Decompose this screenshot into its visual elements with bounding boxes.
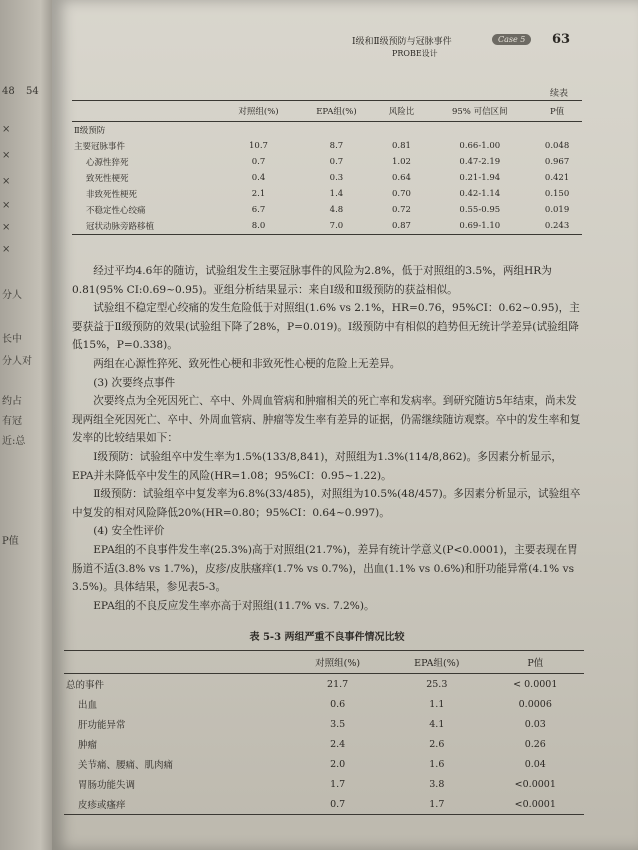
left-fragment: 长中 <box>2 334 22 345</box>
table-cell: 25.3 <box>426 678 448 690</box>
table-cell: 2.1 <box>251 189 266 199</box>
table-cell: 1.02 <box>392 157 411 167</box>
left-page-edge <box>0 0 58 850</box>
table-cell: 0.0006 <box>518 698 552 710</box>
column-header: P值 <box>532 101 582 122</box>
table-cell: 0.87 <box>376 218 428 235</box>
column-header: 95% 可信区间 <box>427 101 532 122</box>
left-fragment: 近:总 <box>2 436 26 447</box>
table-row <box>72 138 582 154</box>
table-row <box>64 674 584 695</box>
table-cell: 0.150 <box>544 189 570 199</box>
table-cell: 0.70 <box>392 189 411 199</box>
table-cell: 0.7 <box>251 157 266 167</box>
column-header: 风险比 <box>376 101 428 122</box>
paragraph: 经过平均4.6年的随访，试验组发生主要冠脉事件的风险为2.8%，低于对照组的3.5%，两组HR为0.81(95% CI:0.69~0.95)。亚组分析结果显示：来自Ⅰ级和Ⅱ级预防的获益相似。 <box>72 265 552 296</box>
running-title: Ⅰ级和Ⅱ级预防与冠脉事件 <box>352 37 452 47</box>
table-cell <box>532 122 582 139</box>
table-cell <box>297 122 375 139</box>
table-cell: 2.0 <box>330 758 346 770</box>
table-cell: 0.421 <box>544 173 570 183</box>
table-cell: 2.6 <box>429 738 445 750</box>
paragraph: 两组在心源性猝死、致死性心梗和非致死性心梗的危险上无差异。 <box>93 357 401 370</box>
table-cell: <0.0001 <box>487 794 584 815</box>
table-cell: 0.64 <box>392 173 411 183</box>
book-page <box>52 0 638 850</box>
paragraph: EPA组的不良反应发生率亦高于对照组(11.7% vs. 7.2%)。 <box>93 599 375 612</box>
table-cell: 2.4 <box>330 738 346 750</box>
table-header-row <box>72 101 582 122</box>
table-cell <box>220 122 298 139</box>
paragraph: Ⅱ级预防：试验组卒中复发率为6.8%(33/485)，对照组为10.5%(48/457)。多因素分析显示，试验组卒中复发的相对风险降低20%(HR=0.80；95%CI：0.64~0.997)。 <box>72 488 581 519</box>
page-number: 63 <box>552 32 571 47</box>
table-header-row <box>64 651 584 674</box>
row-label: 肿瘤 <box>78 740 98 751</box>
table-cell: 0.243 <box>532 218 582 235</box>
table-cell <box>376 122 428 139</box>
table-cell: 0.019 <box>544 205 570 215</box>
case-badge: Case 5 <box>492 34 531 45</box>
running-header <box>352 32 582 62</box>
table-cell: 21.7 <box>327 678 349 690</box>
table-row <box>72 154 582 170</box>
table-cell: 0.7 <box>288 794 387 815</box>
table-cell: 0.048 <box>544 141 570 151</box>
table-cell: 1.1 <box>429 698 445 710</box>
table-cell: 0.81 <box>392 141 411 151</box>
row-label: 总的事件 <box>66 680 105 691</box>
table-5-2-continued <box>72 100 582 235</box>
paragraph: Ⅰ级预防：试验组卒中发生率为1.5%(133/8,841)，对照组为1.3%(114/8,862)。多因素分析显示，EPA并未降低卒中发生的风险(HR=1.08；95%CI：0.95~1.22)。 <box>72 450 562 482</box>
table-caption: 表 5-3 两组严重不良事件情况比较 <box>249 632 405 643</box>
table-cell: 0.26 <box>524 738 546 750</box>
table-cell: 1.4 <box>329 189 344 199</box>
left-fragment: P值 <box>2 536 19 547</box>
paragraph: 试验组不稳定型心绞痛的发生危险低于对照组(1.6% vs 2.1%，HR=0.76，95%CI：0.62~0.95)，主要获益于Ⅱ级预防的效果(试验组下降了28%，P=0.019)。Ⅰ级预防中有相似的趋势但无统计学差异(试验组降低15%，P=0.338)。 <box>72 302 580 352</box>
table-cell: 8.7 <box>329 141 344 151</box>
column-header <box>64 651 288 674</box>
paragraph: (3) 次要终点事件 <box>93 376 176 389</box>
table-cell: < 0.0001 <box>513 678 558 690</box>
table-row <box>64 794 584 815</box>
table-row <box>64 694 584 714</box>
table-cell: 0.03 <box>524 718 546 730</box>
left-fragment: 54 <box>26 86 39 97</box>
table-row <box>64 754 584 774</box>
left-fragment: 约占 <box>2 396 22 407</box>
row-label: 冠状动脉旁路移植 <box>72 218 220 235</box>
table-cell: 0.967 <box>544 157 570 167</box>
table-row <box>72 218 582 235</box>
table-row <box>72 122 582 139</box>
table-cell: 8.0 <box>220 218 298 235</box>
table-cell: 3.5 <box>330 718 346 730</box>
table-cell: 0.6 <box>330 698 346 710</box>
body-text <box>72 262 582 615</box>
row-label: 非致死性梗死 <box>86 190 138 200</box>
column-header: EPA组(%) <box>387 651 486 674</box>
table-row <box>72 186 582 202</box>
left-fragment: × <box>2 200 11 211</box>
table-cell: 0.66-1.00 <box>459 141 501 151</box>
table-cell: 0.72 <box>392 205 411 215</box>
table-row <box>72 170 582 186</box>
running-subtitle: PROBE设计 <box>392 49 438 58</box>
left-fragment: × <box>2 176 11 187</box>
left-fragment: 有冠 <box>2 416 22 427</box>
table-cell: 4.8 <box>329 205 344 215</box>
paragraph: 次要终点为全死因死亡、卒中、外周血管病和肿瘤相关的死亡率和发病率。到研究随访5年结束，尚未发现两组全死因死亡、卒中、外周血管病、肿瘤等发生率有差异的证据，仍需继续随访观察。卒中的发生率和复发率的比较结果如下： <box>72 395 581 445</box>
left-fragment: × <box>2 124 11 135</box>
table-cell: 0.42-1.14 <box>459 189 501 199</box>
left-fragment: 48 <box>2 86 15 97</box>
paragraph: EPA组的不良事件发生率(25.3%)高于对照组(21.7%)，差异有统计学意义(P<0.0001)，主要表现在胃肠道不适(3.8% vs 1.7%)，皮疹/皮肤瘙痒(1.7% vs 0.7%)，出血(1.1% vs 0.6%)和肝功能异常(4.1% vs 3.5%)。具体结果，参见表5-3。 <box>72 543 578 594</box>
table-5-3 <box>64 650 584 815</box>
row-label: 皮疹或瘙痒 <box>64 794 288 815</box>
table-row <box>64 734 584 754</box>
table-row <box>72 202 582 218</box>
table-cell: 0.4 <box>251 173 266 183</box>
row-label: 关节痛、腰痛、肌肉痛 <box>78 760 174 771</box>
table-cell: <0.0001 <box>514 778 556 790</box>
table-cell: 0.04 <box>524 758 546 770</box>
table-cell: 0.55-0.95 <box>459 205 501 215</box>
row-label: 不稳定性心绞痛 <box>86 206 146 216</box>
column-header: EPA组(%) <box>297 101 375 122</box>
table-cell: 3.8 <box>429 778 445 790</box>
left-fragment: 分人对 <box>2 356 32 367</box>
table-cell: 0.3 <box>329 173 344 183</box>
table-row <box>64 714 584 734</box>
paragraph: (4) 安全性评价 <box>93 525 165 538</box>
row-label: 主要冠脉事件 <box>74 142 126 152</box>
left-fragment: × <box>2 222 11 233</box>
column-header: P值 <box>487 651 584 674</box>
table-cell: 1.7 <box>387 794 486 815</box>
table-cell: 0.69-1.10 <box>427 218 532 235</box>
left-fragment: × <box>2 150 11 161</box>
row-label: 致死性梗死 <box>86 174 129 184</box>
left-fragment: × <box>2 244 11 255</box>
table-cell: 0.47-2.19 <box>459 157 501 167</box>
row-label: 心源性猝死 <box>86 158 129 168</box>
row-label: 出血 <box>78 700 98 711</box>
column-header: 对照组(%) <box>220 101 298 122</box>
table-cell: 7.0 <box>297 218 375 235</box>
table-cell: 10.7 <box>249 141 268 151</box>
table-cell <box>427 122 532 139</box>
table-row <box>64 774 584 794</box>
table-cell: 1.7 <box>330 778 346 790</box>
table-cell: 1.6 <box>429 758 445 770</box>
table-cell: 6.7 <box>251 205 266 215</box>
row-label: 肝功能异常 <box>78 720 126 731</box>
column-header <box>72 101 220 122</box>
row-label: 胃肠功能失调 <box>78 780 136 791</box>
table-continued-label: 续表 <box>549 89 568 99</box>
left-fragment: 分人 <box>2 290 22 301</box>
table-cell: 0.21-1.94 <box>459 173 501 183</box>
table-cell: 0.7 <box>329 157 344 167</box>
row-label: Ⅱ级预防 <box>74 126 106 136</box>
column-header: 对照组(%) <box>288 651 387 674</box>
table-cell: 4.1 <box>429 718 445 730</box>
